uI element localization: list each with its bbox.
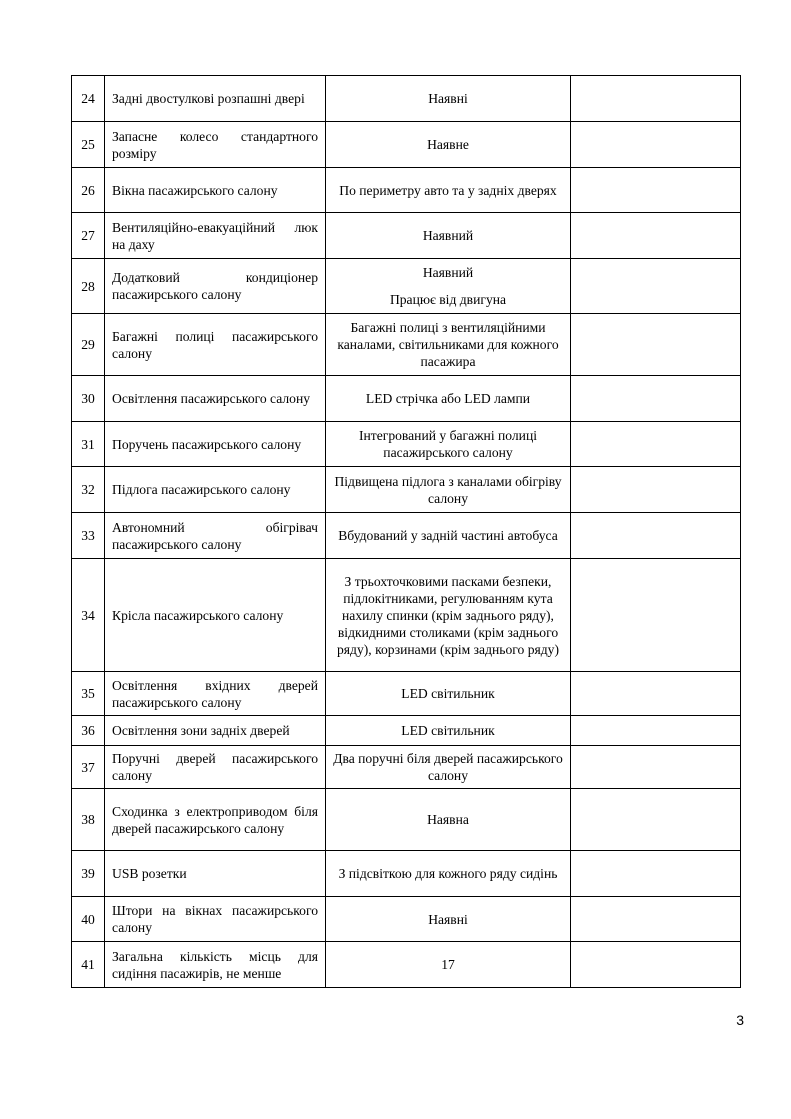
row-number: 34 (72, 559, 105, 672)
parameter-name: Підлога пасажирського салону (105, 467, 326, 513)
row-number: 41 (72, 942, 105, 988)
parameter-name: Освітлення пасажирського салону (105, 376, 326, 422)
parameter-value (326, 513, 571, 559)
table-row (72, 376, 741, 422)
table-row (72, 422, 741, 467)
parameter-value (326, 851, 571, 897)
parameter-value (326, 942, 571, 988)
table-row (72, 213, 741, 259)
empty-cell (571, 716, 741, 746)
parameter-value (326, 76, 571, 122)
empty-cell (571, 467, 741, 513)
table-row (72, 851, 741, 897)
value-text: Наявна (427, 812, 469, 827)
value-text: Інтегрований у багажні полиці пасажирського салону (358, 428, 538, 460)
empty-cell (571, 168, 741, 213)
parameter-name: Крісла пасажирського салону (105, 559, 326, 672)
parameter-name: Автономний обігрівач пасажирського салону (105, 513, 326, 559)
empty-cell (571, 376, 741, 422)
parameter-value (326, 467, 571, 513)
row-number: 30 (72, 376, 105, 422)
parameter-name: Задні двостулкові розпашні двері (105, 76, 326, 122)
row-number: 37 (72, 746, 105, 789)
row-number: 24 (72, 76, 105, 122)
parameter-name: Освітлення вхідних дверей пасажирського салону (105, 672, 326, 716)
empty-cell (571, 897, 741, 942)
value-text: Підвищена підлога з каналами обігріву салону (334, 473, 562, 506)
value-text: З трьохточковими пасками безпеки, підлокітниками, регулюванням кута нахилу спинки (крім заднього ряду), відкидними столиками (крім заднього ряду), корзинами (крім заднього ряду) (336, 573, 559, 657)
row-number: 31 (72, 422, 105, 467)
row-number: 27 (72, 213, 105, 259)
parameter-name: Штори на вікнах пасажирського салону (105, 897, 326, 942)
table-row (72, 168, 741, 213)
empty-cell (571, 422, 741, 467)
value-text: Наявні (428, 91, 468, 106)
parameter-name: Поручень пасажирського салону (105, 422, 326, 467)
parameter-value (326, 897, 571, 942)
row-number: 40 (72, 897, 105, 942)
parameter-name: Сходинка з електроприводом біля дверей пасажирського салону (105, 789, 326, 851)
parameter-name: Додатковий кондиціонер пасажирського салону (105, 259, 326, 314)
parameter-value (326, 422, 571, 467)
table-row (72, 897, 741, 942)
parameter-value (326, 746, 571, 789)
empty-cell (571, 213, 741, 259)
parameter-name: Вікна пасажирського салону (105, 168, 326, 213)
parameter-name: Багажні полиці пасажирського салону (105, 314, 326, 376)
value-text: LED світильник (401, 686, 495, 701)
row-number: 29 (72, 314, 105, 376)
empty-cell (571, 122, 741, 168)
table-row (72, 746, 741, 789)
parameter-name: Запасне колесо стандартного розміру (105, 122, 326, 168)
table-row (72, 942, 741, 988)
row-number: 25 (72, 122, 105, 168)
parameter-value (326, 168, 571, 213)
empty-cell (571, 76, 741, 122)
empty-cell (571, 789, 741, 851)
value-text: Два поручні біля дверей пасажирського салону (333, 751, 563, 783)
parameter-name: Поручні дверей пасажирського салону (105, 746, 326, 789)
table-row (72, 716, 741, 746)
value-text: Наявні (428, 911, 468, 927)
parameter-value (326, 559, 571, 672)
parameter-name: Освітлення зони задніх дверей (105, 716, 326, 746)
row-number: 35 (72, 672, 105, 716)
empty-cell (571, 259, 741, 314)
row-number: 33 (72, 513, 105, 559)
parameter-value (326, 672, 571, 716)
value-text: LED стрічка або LED лампи (365, 391, 531, 406)
empty-cell (571, 672, 741, 716)
parameter-value (326, 716, 571, 746)
row-number: 38 (72, 789, 105, 851)
parameter-value (326, 789, 571, 851)
row-number: 26 (72, 168, 105, 213)
value-text: LED світильник (401, 723, 495, 738)
parameter-value (326, 259, 571, 314)
table-row (72, 259, 741, 314)
row-number: 32 (72, 467, 105, 513)
parameter-name: Загальна кількість місць для сидіння пасажирів, не менше (105, 942, 326, 988)
value-text: Працює від двигуна (389, 292, 507, 307)
page-number: 3 (736, 1012, 744, 1028)
row-number: 28 (72, 259, 105, 314)
empty-cell (571, 513, 741, 559)
value-text: Наявний (422, 228, 474, 243)
empty-cell (571, 746, 741, 789)
parameter-value (326, 213, 571, 259)
value-text: Багажні полиці з вентиляційними каналами, світильниками для кожного пасажира (337, 320, 559, 369)
table-row (72, 467, 741, 513)
empty-cell (571, 851, 741, 897)
empty-cell (571, 314, 741, 376)
table-row (72, 122, 741, 168)
row-number: 39 (72, 851, 105, 897)
value-text: Наявне (427, 137, 469, 152)
parameter-value (326, 376, 571, 422)
table-row (72, 559, 741, 672)
parameter-name: USB розетки (105, 851, 326, 897)
value-text: По периметру авто та у задніх дверях (339, 182, 557, 198)
value-text: 17 (441, 957, 455, 972)
empty-cell (571, 942, 741, 988)
table-row (72, 76, 741, 122)
parameter-name: Вентиляційно-евакуаційний люк на даху (105, 213, 326, 259)
specification-table (71, 75, 741, 988)
value-text: Наявний (422, 265, 474, 280)
value-text: З підсвіткою для кожного ряду сидінь (338, 866, 558, 881)
table-row (72, 672, 741, 716)
value-text: Вбудований у задній частині автобуса (338, 528, 558, 543)
table-body (72, 76, 741, 988)
row-number: 36 (72, 716, 105, 746)
empty-cell (571, 559, 741, 672)
table-row (72, 513, 741, 559)
table-row (72, 789, 741, 851)
parameter-value (326, 314, 571, 376)
parameter-value (326, 122, 571, 168)
table-row (72, 314, 741, 376)
